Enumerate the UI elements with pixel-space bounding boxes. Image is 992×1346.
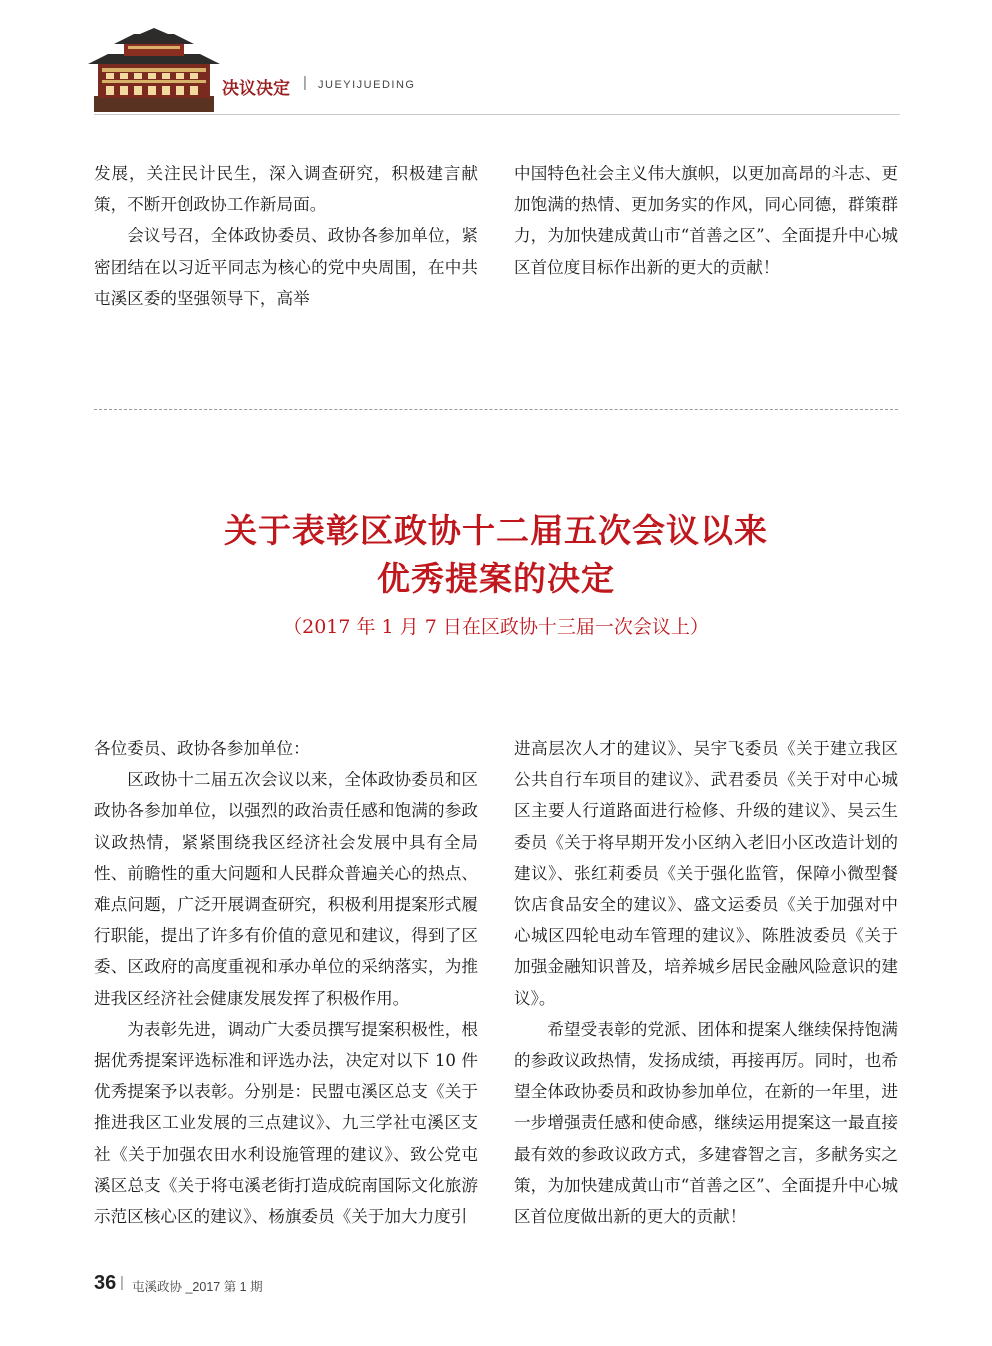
paragraph: 希望受表彰的党派、团体和提案人继续保持饱满的参政议政热情，发扬成绩，再接再厉。同时，也希望全体政协委员和政协参加单位，在新的一年里，进一步增强责任感和使命感，继续运用提案这一最直接最有效的参政议政方式，多建睿智之言，多献务实之策，为加快建成黄山市“首善之区”、全面提升中心城区首位度做出新的更大的贡献！ — [514, 1019, 898, 1227]
building-image — [88, 28, 220, 112]
page-number: 36 — [94, 1272, 117, 1294]
paragraph: 区政协十二届五次会议以来，全体政协委员和区政协各参加单位，以强烈的政治责任感和饱满的参政议政热情，紧紧围绕我区经济社会发展中具有全局性、前瞻性的重大问题和人民群众普遍关心的热点、难点问题，广泛开展调查研究，积极利用提案形式履行职能，提出了许多有价值的意见和建议，得到了区委、区政府的高度重视和承办单位的采纳落实，为推进我区经济社会健康发展发挥了积极作用。 — [94, 770, 478, 1008]
section-title-pinyin: JUEYIJUEDING — [318, 79, 416, 91]
article-title-line-2: 优秀提案的决定 — [377, 559, 615, 598]
paragraph: 中国特色社会主义伟大旗帜，以更加高昂的斗志、更加饱满的热情、更加务实的作风，同心同德，群策群力，为加快建成黄山市“首善之区”、全面提升中心城区首位度目标作出新的更大的贡献！ — [514, 164, 898, 277]
section-divider — [94, 409, 898, 410]
top-right-column — [514, 158, 898, 283]
header-rule — [94, 114, 900, 115]
footer-separator: | — [120, 1274, 124, 1291]
page-header — [88, 28, 900, 118]
paragraph: 进高层次人才的建议》、吴宇飞委员《关于建立我区公共自行车项目的建议》、武君委员《关于对中心城区主要人行道路面进行检修、升级的建议》、吴云生委员《关于将早期开发小区纳入老旧小区改造计划的建议》、张红莉委员《关于强化监管，保障小微型餐饮店食品安全的建议》、盛文运委员《关于加强对中心城区四轮电动车管理的建议》、陈胜波委员《关于加强金融知识普及，培养城乡居民金融风险意识的建议》。 — [514, 739, 898, 1008]
section-title: 决议决定 — [222, 79, 290, 99]
top-left-column — [94, 158, 478, 314]
publication-info: 屯溪政协 _2017 第 1 期 — [132, 1280, 263, 1294]
paragraph: 发展，关注民计民生，深入调查研究，积极建言献策，不断开创政协工作新局面。 — [94, 164, 478, 215]
paragraph: 会议号召，全体政协委员、政协各参加单位，紧密团结在以习近平同志为核心的党中央周围，在中共屯溪区委的坚强领导下，高举 — [94, 226, 478, 308]
body-left-column — [94, 733, 478, 1232]
paragraph: 为表彰先进，调动广大委员撰写提案积极性，根据优秀提案评选标准和评选办法，决定对以下 10 件优秀提案予以表彰。分别是：民盟屯溪区总支《关于推进我区工业发展的三点建议》、九三学社屯溪区支社《关于加强农田水利设施管理的建议》、致公党屯溪区总支《关于将屯溪老街打造成皖南国际文化旅游示范区核心区的建议》、杨旗委员《关于加大力度引 — [94, 1019, 478, 1227]
salutation: 各位委员、政协各参加单位： — [94, 739, 310, 758]
body-right-column — [514, 733, 898, 1232]
article-subtitle: （2017 年 1 月 7 日在区政协十三届一次会议上） — [283, 616, 709, 638]
section-separator: | — [303, 74, 307, 91]
article-title-line-1: 关于表彰区政协十二届五次会议以来 — [224, 511, 768, 550]
